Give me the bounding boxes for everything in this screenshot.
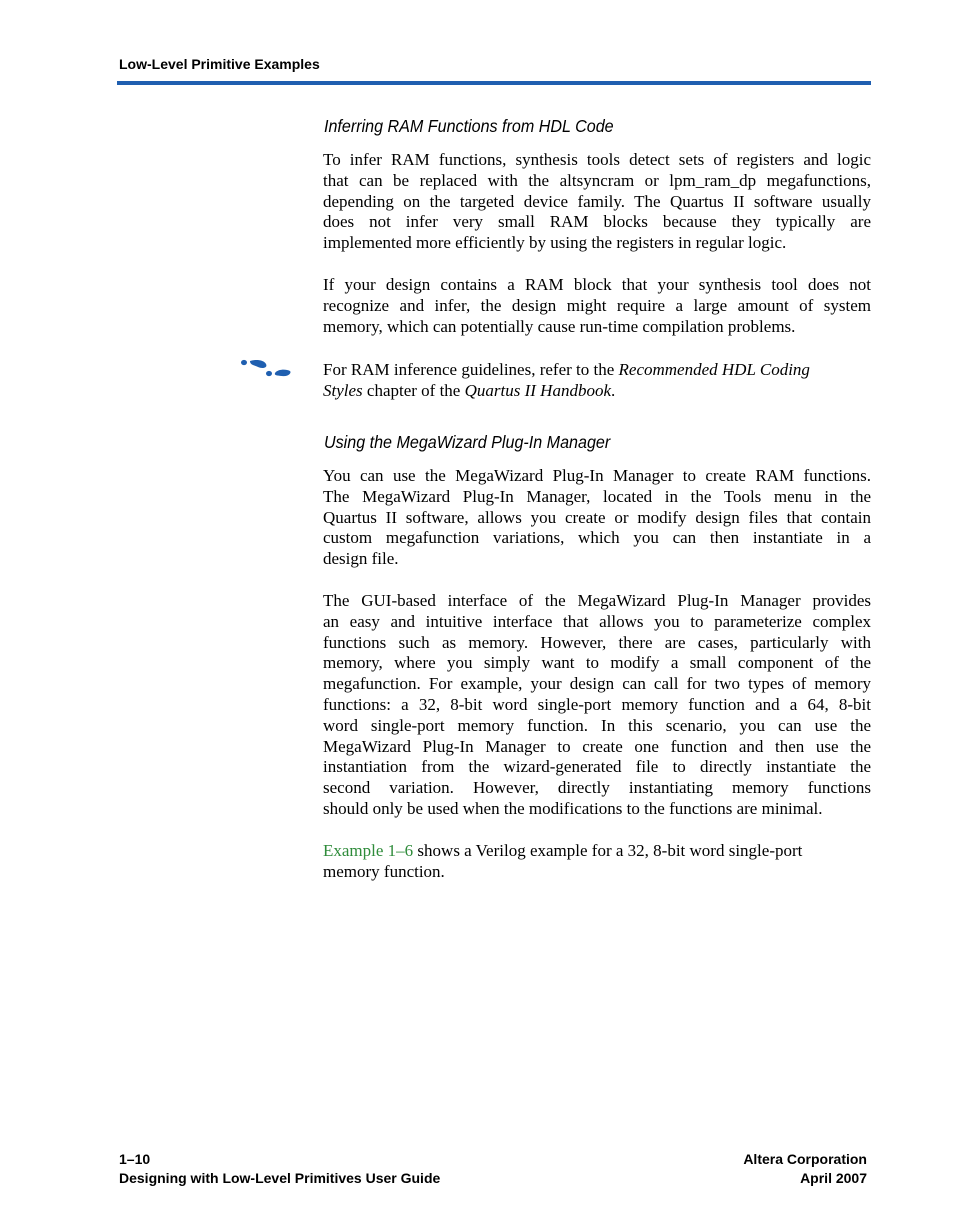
text-line: recognize and infer, the design might require a large amount of system	[323, 295, 871, 315]
text-line: Quartus II software, allows you create or modify design files that contain	[323, 507, 871, 527]
page-number: 1–10	[119, 1151, 151, 1167]
text-line: memory, which can potentially cause run-time compilation problems.	[323, 316, 796, 336]
company-name: Altera Corporation	[743, 1151, 867, 1167]
section-heading-megawizard: Using the MegaWizard Plug-In Manager	[324, 432, 611, 452]
publish-date: April 2007	[800, 1170, 867, 1186]
text-line: depending on the targeted device family. The Quartus II software usually	[323, 191, 871, 211]
text-line: should only be used when the modifications to the functions are minimal.	[323, 798, 823, 818]
text-line: an easy and intuitive interface that allows you to parameterize complex	[323, 611, 871, 631]
example-ref-text-cont: memory function.	[323, 861, 445, 881]
text-line: design file.	[323, 549, 399, 569]
example-1-6-link[interactable]: Example 1–6	[323, 841, 414, 860]
text-line: MegaWizard Plug-In Manager to create one function and then use the	[323, 736, 871, 756]
text-line: custom megafunction variations, which you can then instantiate in a	[323, 528, 871, 548]
paragraph-ram-block	[323, 275, 871, 337]
text-line: memory, where you simply want to modify a small component of the	[323, 653, 871, 673]
note-doc-title-cont: Styles	[323, 380, 363, 400]
text-line: You can use the MegaWizard Plug-In Manager to create RAM functions.	[323, 466, 871, 485]
note-text-cont: chapter of the	[362, 380, 465, 400]
text-line: The MegaWizard Plug-In Manager, located in the Tools menu in the	[323, 486, 871, 506]
text-line: megafunction. For example, your design can call for two types of memory	[323, 674, 871, 694]
paragraph-infer-ram	[323, 150, 871, 254]
paragraph-gui-interface	[323, 591, 871, 820]
text-line: functions: a 32, 8-bit word single-port memory function and a 64, 8-bit	[323, 694, 871, 714]
section-heading-inferring-ram: Inferring RAM Functions from HDL Code	[324, 116, 614, 136]
text-line: that can be replaced with the altsyncram or lpm_ram_dp megafunctions,	[323, 170, 871, 190]
text-line: functions such as memory. However, there are cases, particularly with	[323, 632, 871, 652]
footer-left	[119, 1150, 440, 1188]
paragraph-megawizard-intro	[323, 466, 871, 570]
text-line: instantiation from the wizard-generated file to directly instantiate the	[323, 757, 871, 777]
page-header-title: Low-Level Primitive Examples	[119, 56, 320, 72]
text-line: does not infer very small RAM blocks because they typically are	[323, 212, 871, 232]
guide-title: Designing with Low-Level Primitives User Guide	[119, 1170, 441, 1186]
text-line: implemented more efficiently by using the registers in regular logic.	[323, 233, 787, 253]
text-line: If your design contains a RAM block that your synthesis tool does not	[323, 275, 871, 294]
text-line: To infer RAM functions, synthesis tools detect sets of registers and logic	[323, 150, 871, 169]
paragraph-example-ref	[323, 841, 871, 883]
header-rule	[117, 81, 871, 85]
note-period: .	[611, 380, 616, 400]
footer-right	[743, 1150, 867, 1188]
text-line: second variation. However, directly instantiating memory functions	[323, 778, 871, 798]
note-ram-inference	[323, 360, 871, 402]
example-ref-text: shows a Verilog example for a 32, 8-bit word single-port	[413, 841, 803, 860]
note-doc-title: Recommended HDL Coding	[618, 360, 810, 379]
note-text: For RAM inference guidelines, refer to the	[323, 360, 619, 379]
footprint-note-icon	[240, 359, 292, 379]
text-line: The GUI-based interface of the MegaWizard Plug-In Manager provides	[323, 591, 871, 610]
text-line: word single-port memory function. In this scenario, you can use the	[323, 715, 871, 735]
note-handbook-title: Quartus II Handbook	[464, 380, 611, 400]
